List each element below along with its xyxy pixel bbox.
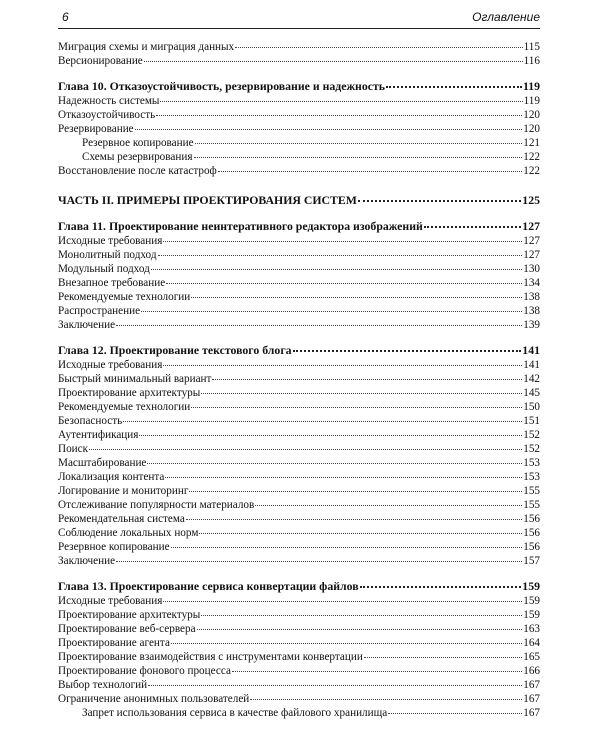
- toc-dot-leader: [201, 384, 522, 394]
- toc-entry-title: Резервирование: [58, 123, 134, 135]
- page-header: [58, 6, 540, 29]
- toc-dot-leader: [194, 148, 523, 158]
- toc-entry-title: Рекомендуемые технологии: [58, 401, 191, 413]
- toc-page-number: 116: [523, 55, 540, 67]
- toc-entry-title: Масштабирование: [58, 457, 147, 469]
- toc-page-number: 120: [523, 123, 540, 135]
- page-number: 6: [62, 10, 69, 24]
- toc-entry[interactable]: [58, 164, 540, 178]
- toc-dot-leader: [163, 232, 522, 242]
- toc-page-number: 139: [523, 319, 540, 331]
- toc-dot-leader: [165, 468, 522, 478]
- toc-page-number: 156: [523, 513, 540, 525]
- toc-entry-title: Быстрый минимальный вариант: [58, 373, 212, 385]
- toc-page-number: 156: [523, 541, 540, 553]
- toc-page-number: 141: [522, 343, 540, 357]
- toc-dot-leader: [144, 52, 523, 62]
- toc-page-number: 153: [523, 471, 540, 483]
- toc-dot-leader: [158, 246, 523, 256]
- toc-dot-leader: [123, 412, 522, 422]
- running-title: Оглавление: [472, 10, 540, 24]
- toc-page-number: 165: [523, 651, 540, 663]
- toc-page-number: 167: [523, 679, 540, 691]
- toc-entry-title: Исходные требования: [58, 595, 163, 607]
- toc-entry-title: Заключение: [58, 319, 116, 331]
- toc-dot-leader: [89, 440, 522, 450]
- toc-subentry[interactable]: [58, 706, 540, 720]
- toc-dot-leader: [388, 704, 522, 714]
- toc-entry-title: Проектирование архитектуры: [58, 387, 201, 399]
- toc-dot-leader: [255, 496, 522, 506]
- toc-page-number: 155: [523, 499, 540, 511]
- toc-page-number: 120: [523, 109, 540, 121]
- toc-page-number: 155: [523, 485, 540, 497]
- toc-page-number: 119: [523, 95, 540, 107]
- toc-dot-leader: [166, 274, 522, 284]
- toc-entry-title: Версионирование: [58, 55, 143, 67]
- toc-page-number: 127: [522, 219, 540, 233]
- toc-entry-title: Проектирование архитектуры: [58, 609, 201, 621]
- toc-entry-title: Рекомендательная система: [58, 513, 185, 525]
- toc-entry-title: Отказоустойчивость: [58, 109, 156, 121]
- toc-page-number: 141: [523, 359, 540, 371]
- toc-page-number: 145: [523, 387, 540, 399]
- toc-entry-title: Логирование и мониторинг: [58, 485, 189, 497]
- toc-entry-title: Надежность системы: [58, 95, 160, 107]
- toc-dot-leader: [156, 106, 522, 116]
- toc-spacer: [58, 178, 540, 192]
- toc-page-number: 164: [523, 637, 540, 649]
- toc-entry-title: Отслеживание популярности материалов: [58, 499, 255, 511]
- toc-dot-leader: [171, 634, 522, 644]
- toc-page-number: 127: [523, 235, 540, 247]
- toc-dot-leader: [250, 690, 522, 700]
- toc-dot-leader: [212, 370, 522, 380]
- toc-dot-leader: [189, 482, 522, 492]
- toc-entry-title: Заключение: [58, 555, 116, 567]
- toc-dot-leader: [195, 134, 523, 144]
- toc-entry-title: Соблюдение локальных норм: [58, 527, 199, 539]
- toc-entry-title: Исходные требования: [58, 235, 163, 247]
- toc-page-number: 122: [523, 165, 540, 177]
- toc-page-number: 138: [523, 291, 540, 303]
- toc-entry[interactable]: [58, 54, 540, 68]
- toc-entry[interactable]: [58, 554, 540, 568]
- toc-page-number: 121: [523, 137, 540, 149]
- toc-dot-leader: [358, 191, 521, 202]
- toc-page-number: 115: [523, 41, 540, 53]
- toc-dot-leader: [386, 77, 522, 88]
- toc-page-number: 122: [523, 151, 540, 163]
- toc-entry-title: Глава 13. Проектирование сервиса конвертации файлов: [58, 579, 359, 593]
- toc-entry-title: Проектирование фонового процесса: [58, 665, 231, 677]
- toc-dot-leader: [186, 510, 522, 520]
- toc-entry-title: Проектирование взаимодействия с инструментами конвертации: [58, 651, 363, 663]
- toc-entry-title: Рекомендуемые технологии: [58, 291, 191, 303]
- toc-entry[interactable]: [58, 318, 540, 332]
- toc-dot-leader: [116, 552, 522, 562]
- toc-dot-leader: [218, 162, 522, 172]
- toc-dot-leader: [201, 606, 522, 616]
- toc-dot-leader: [199, 524, 522, 534]
- toc-dot-leader: [191, 398, 522, 408]
- toc-page-number: 119: [522, 79, 540, 93]
- toc-entry-title: Миграция схемы и миграция данных: [58, 41, 235, 53]
- toc-entry-title: Модульный подход: [58, 263, 150, 275]
- toc-dot-leader: [171, 538, 523, 548]
- toc-dot-leader: [148, 676, 522, 686]
- toc-page-number: 166: [523, 665, 540, 677]
- toc-page-number: 153: [523, 457, 540, 469]
- toc-dot-leader: [135, 120, 523, 130]
- toc-entry-title: Резервное копирование: [82, 137, 194, 149]
- toc-dot-leader: [139, 426, 522, 436]
- toc-entry-title: Локализация контента: [58, 471, 165, 483]
- toc-page-number: 157: [523, 555, 540, 567]
- toc-page-number: 138: [523, 305, 540, 317]
- toc-page-number: 134: [523, 277, 540, 289]
- toc-page-number: 127: [523, 249, 540, 261]
- toc-dot-leader: [147, 454, 522, 464]
- toc-dot-leader: [191, 288, 522, 298]
- toc-page-number: 152: [523, 429, 540, 441]
- toc-entry-title: Глава 11. Проектирование неинтеративного редактора изображений: [58, 219, 423, 233]
- toc-dot-leader: [116, 316, 522, 326]
- toc-entry-title: Поиск: [58, 443, 89, 455]
- toc-page-number: 159: [523, 595, 540, 607]
- toc-dot-leader: [232, 662, 522, 672]
- toc-part[interactable]: [58, 192, 540, 208]
- toc-dot-leader: [293, 341, 522, 352]
- toc-dot-leader: [163, 592, 522, 602]
- toc-page-number: 163: [523, 623, 540, 635]
- toc-entry-title: Ограничение анонимных пользователей: [58, 693, 250, 705]
- toc-page-number: 156: [523, 527, 540, 539]
- toc-page-number: 151: [523, 415, 540, 427]
- toc-entry-title: Запрет использования сервиса в качестве файлового хранилища: [82, 707, 388, 719]
- toc-dot-leader: [235, 38, 522, 48]
- toc-dot-leader: [141, 302, 522, 312]
- toc-entry-title: Внезапное требование: [58, 277, 166, 289]
- toc-entry-title: Резервное копирование: [58, 541, 170, 553]
- toc-entry-title: ЧАСТЬ II. ПРИМЕРЫ ПРОЕКТИРОВАНИЯ СИСТЕМ: [58, 193, 357, 207]
- toc-page-number: 130: [523, 263, 540, 275]
- toc-page-number: 142: [523, 373, 540, 385]
- toc-entry-title: Проектирование веб-сервера: [58, 623, 196, 635]
- toc-entry-title: Схемы резервирования: [82, 151, 193, 163]
- toc-entry-title: Глава 10. Отказоустойчивость, резервирование и надежность: [58, 79, 386, 93]
- toc-page-number: 167: [523, 693, 540, 705]
- toc-page-number: 152: [523, 443, 540, 455]
- toc-page-number: 167: [523, 707, 540, 719]
- toc-dot-leader: [151, 260, 522, 270]
- toc-page-number: 159: [523, 609, 540, 621]
- toc-entry-title: Проектирование агента: [58, 637, 170, 649]
- toc-page-number: 150: [523, 401, 540, 413]
- toc-entry-title: Распространение: [58, 305, 141, 317]
- toc-dot-leader: [364, 648, 522, 658]
- toc-entry-title: Исходные требования: [58, 359, 163, 371]
- toc-entry-title: Восстановление после катастроф: [58, 165, 217, 177]
- toc-dot-leader: [163, 356, 522, 366]
- toc-page-number: 159: [522, 579, 540, 593]
- toc-entry-title: Безопасность: [58, 415, 123, 427]
- table-of-contents: [58, 40, 540, 720]
- toc-entry-title: Аутентификация: [58, 429, 139, 441]
- toc-dot-leader: [424, 217, 521, 228]
- toc-entry-title: Выбор технологий: [58, 679, 148, 691]
- toc-page-number: 125: [522, 193, 540, 207]
- toc-entry-title: Глава 12. Проектирование текстового блога: [58, 343, 292, 357]
- toc-dot-leader: [160, 92, 522, 102]
- toc-entry-title: Монолитный подход: [58, 249, 157, 261]
- toc-dot-leader: [197, 620, 523, 630]
- toc-dot-leader: [360, 577, 522, 588]
